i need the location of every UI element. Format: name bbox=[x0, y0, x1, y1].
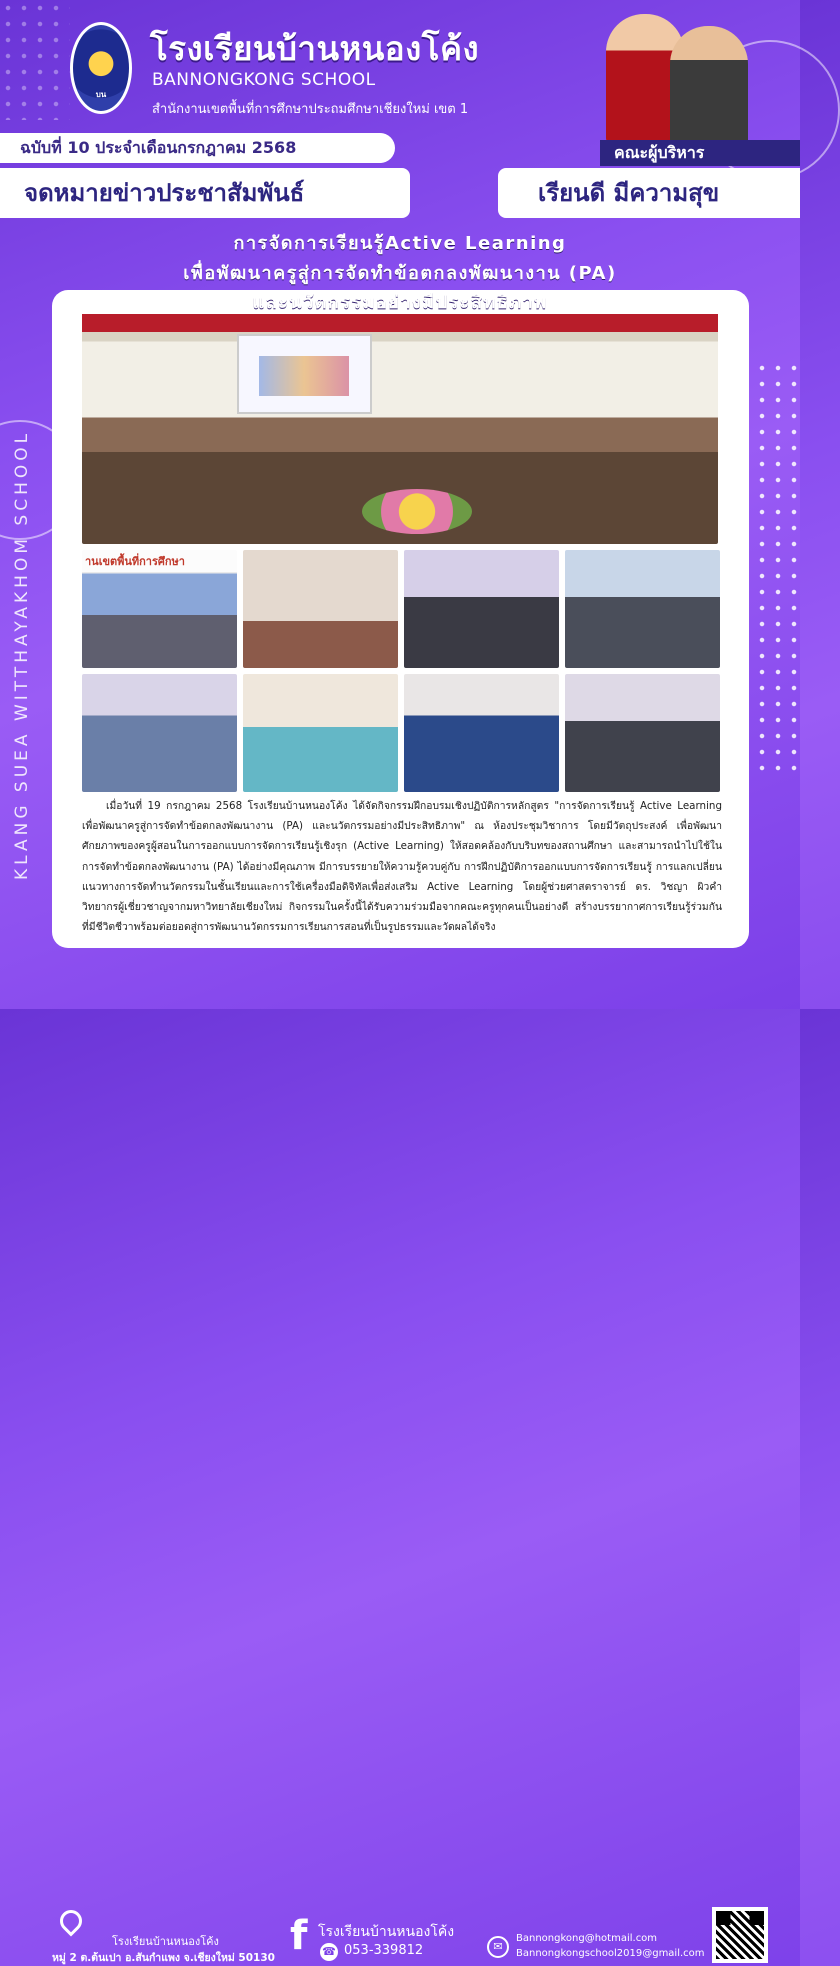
slogan: เรียนดี มีความสุข bbox=[498, 168, 800, 218]
activity-photo bbox=[404, 674, 559, 792]
footer-address: หมู่ 2 ต.ต้นเปา อ.สันกำแพง จ.เชียงใหม่ 50130 bbox=[52, 1952, 275, 1964]
admin-label: คณะผู้บริหาร bbox=[600, 140, 800, 166]
facebook-icon: f bbox=[290, 1913, 308, 1959]
headline-line-3: และนวัตกรรมอย่างมีประสิทธิภาพ bbox=[252, 292, 548, 313]
activity-photo bbox=[82, 550, 237, 668]
projector-screen bbox=[237, 334, 372, 414]
footer-email[interactable]: Bannongkong@hotmail.com bbox=[516, 1933, 658, 1944]
administrator-photo bbox=[670, 26, 748, 156]
education-office: สำนักงานเขตพื้นที่การศึกษาประถมศึกษาเชียงใหม่ เขต 1 bbox=[152, 102, 469, 117]
curtain bbox=[82, 314, 718, 332]
footer-email[interactable]: Bannongkongschool2019@gmail.com bbox=[516, 1948, 705, 1959]
location-pin-icon bbox=[55, 1905, 86, 1936]
footer bbox=[0, 958, 800, 1964]
newsletter-title: จดหมายข่าวประชาสัมพันธ์ bbox=[0, 168, 410, 218]
side-school-name: KLANG SUEA WITTHAYAKHOM SCHOOL bbox=[12, 429, 32, 880]
headline-line-1: การจัดการเรียนรู้Active Learning bbox=[233, 233, 567, 254]
phone-icon: ☎ bbox=[320, 1943, 338, 1961]
mail-icon: ✉ bbox=[487, 1936, 509, 1958]
activity-photo bbox=[565, 674, 720, 792]
footer-school-name: โรงเรียนบ้านหนองโค้ง bbox=[112, 1935, 219, 1948]
qr-code[interactable] bbox=[712, 1907, 768, 1963]
issue-banner: ฉบับที่ 10 ประจำเดือนกรกฎาคม 2568 bbox=[0, 133, 395, 163]
footer-phone[interactable]: 053-339812 bbox=[344, 1943, 424, 1958]
facebook-page-name[interactable]: โรงเรียนบ้านหนองโค้ง bbox=[318, 1924, 455, 1940]
article-body: เมื่อวันที่ 19 กรกฎาคม 2568 โรงเรียนบ้านหนองโค้ง ได้จัดกิจกรรมฝึกอบรมเชิงปฏิบัติการหลักสูตร "การจัดการเรียนรู้ Active Learning เพื่อพัฒนาครูสู่การจัดทำข้อตกลงพัฒนางาน (PA) และนวัตกรรมอย่างมีประสิทธิภาพ" ณ ห้องประชุมวิชาการ โดยมีวัตถุประสงค์ เพื่อพัฒนาศักยภาพของครูผู้สอนในการออกแบบการจัดการเรียนรู้เชิงรุก (Active Learning) ให้สอดคล้องกับบริบทของสถานศึกษา และสามารถนำไปใช้ในการจัดทำข้อตกลงพัฒนางาน (PA) ได้อย่างมีคุณภาพ มีการบรรยายให้ความรู้ควบคู่กับ การฝึกปฏิบัติการออกแบบการจัดการเรียนรู้ การแลกเปลี่ยนแนวทางการจัดทำนวัตกรรมในชั้นเรียนและการใช้เครื่องมือดิจิทัลเพื่อส่งเสริม Active Learning โดยผู้ช่วยศาสตราจารย์ ดร. วิชญา ผิวคำ วิทยากรผู้เชี่ยวชาญจากมหาวิทยาลัยเชียงใหม่ กิจกรรมในครั้งนี้ได้รับความร่วมมือจากคณะครูทุกคนเป็นอย่างดี สร้างบรรยากาศการเรียนรู้ร่วมกันที่มีชีวิตชีวาพร้อมต่อยอดสู่การพัฒนานวัตกรรมการเรียนการสอนที่เป็นรูปธรรมและวัดผลได้จริง bbox=[82, 800, 722, 934]
activity-photo bbox=[565, 550, 720, 668]
school-name-english: BANNONGKONG SCHOOL bbox=[152, 70, 376, 90]
main-meeting-photo bbox=[82, 314, 718, 544]
activity-photo bbox=[404, 550, 559, 668]
logo-text: บน bbox=[95, 90, 107, 99]
school-logo bbox=[70, 22, 132, 114]
activity-photo bbox=[243, 674, 398, 792]
headline-line-2: เพื่อพัฒนาครูสู่การจัดทำข้อตกลงพัฒนางาน (PA) bbox=[183, 263, 617, 284]
qr-code-pattern bbox=[716, 1911, 764, 1959]
flower-arrangement bbox=[362, 489, 472, 534]
activity-photo bbox=[243, 550, 398, 668]
photo-caption: านเขตพื้นที่การศึกษา bbox=[82, 550, 237, 572]
header bbox=[0, 0, 800, 220]
school-name-thai: โรงเรียนบ้านหนองโค้ง bbox=[150, 29, 480, 68]
activity-photo bbox=[82, 674, 237, 792]
